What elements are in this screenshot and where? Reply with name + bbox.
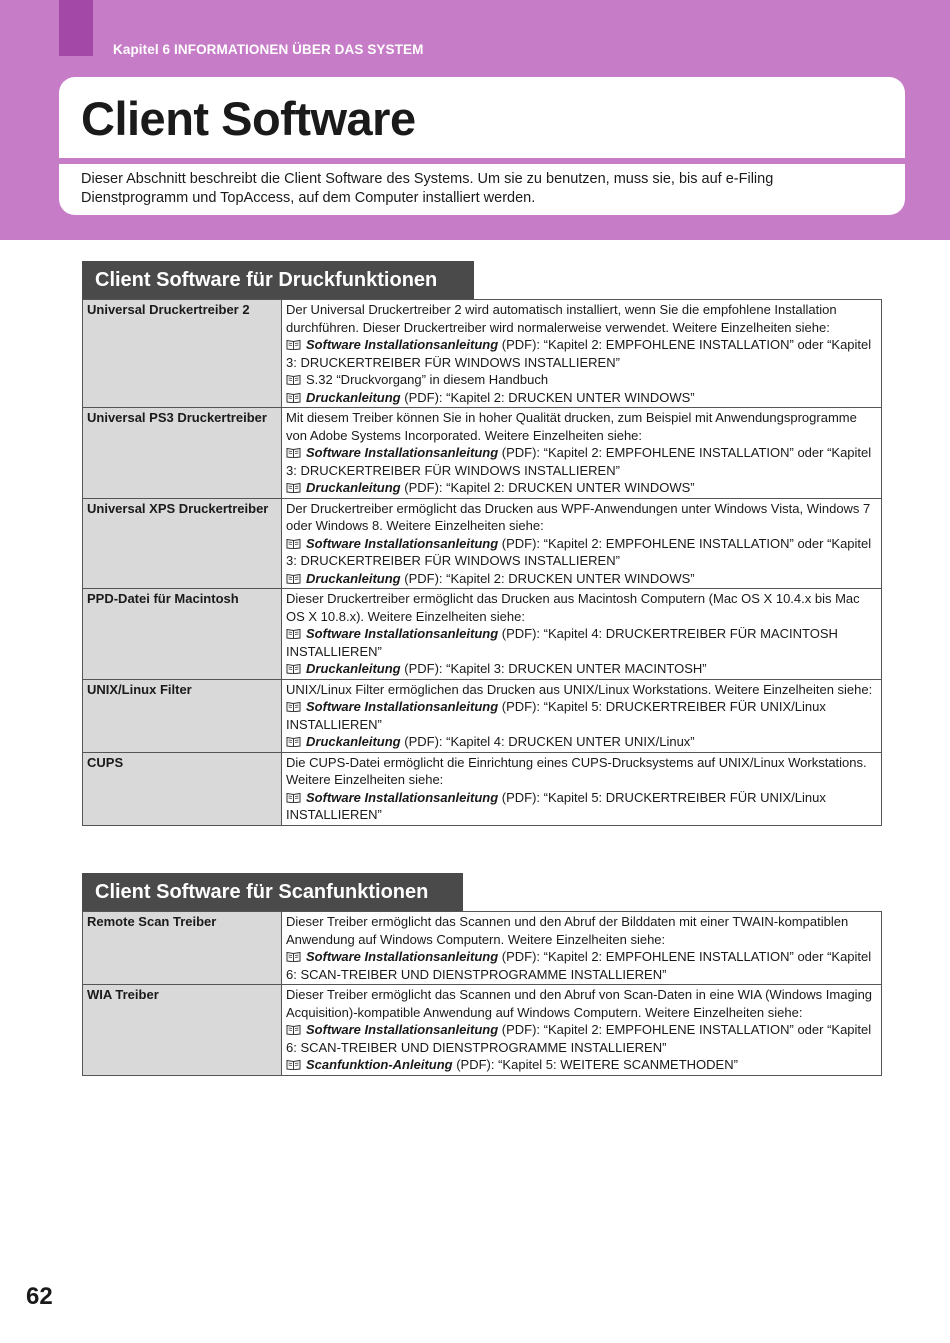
chapter-title: Kapitel 6 INFORMATIONEN ÜBER DAS SYSTEM [113,42,424,57]
reference-document: Software Installationsanleitung [306,535,499,551]
software-name: UNIX/Linux Filter [83,679,282,752]
reference-detail: (PDF): “Kapitel 2: EMPFOHLENE INSTALLATION” oder “Kapitel 3: DRUCKERTREIBER FÜR WINDOWS INSTALLIEREN” [286,445,872,478]
reference-line [286,444,877,479]
software-name: Remote Scan Treiber [83,912,282,985]
reference-detail: (PDF): “Kapitel 2: EMPFOHLENE INSTALLATION” oder “Kapitel 6: SCAN-TREIBER UND DIENSTPROGRAMME INSTALLIEREN” [286,1022,872,1055]
book-icon [286,447,301,458]
reference-detail: (PDF): “Kapitel 5: DRUCKERTREIBER FÜR UNIX/Linux INSTALLIEREN” [286,699,826,732]
reference-line [286,733,877,751]
reference-detail: (PDF): “Kapitel 2: DRUCKEN UNTER WINDOWS” [400,570,695,586]
software-description [282,985,882,1076]
reference-detail: (PDF): “Kapitel 2: EMPFOHLENE INSTALLATION” oder “Kapitel 3: DRUCKERTREIBER FÜR WINDOWS INSTALLIEREN” [286,337,872,370]
reference-line [286,570,877,588]
software-name: PPD-Datei für Macintosh [83,589,282,680]
book-icon [286,736,301,747]
description-text: Die CUPS-Datei ermöglicht die Einrichtung eines CUPS-Drucksystems auf UNIX/Linux Workstations. Weitere Einzelheiten siehe: [286,754,867,787]
reference-line [286,535,877,570]
reference-line [286,389,877,407]
table-row [83,679,882,752]
reference-detail: (PDF): “Kapitel 4: DRUCKERTREIBER FÜR MACINTOSH INSTALLIEREN” [286,626,838,659]
reference-detail: S.32 “Druckvorgang” in diesem Handbuch [306,372,549,387]
reference-document: Software Installationsanleitung [306,699,499,714]
reference-document: Software Installationsanleitung [306,1022,499,1037]
reference-line [286,479,877,497]
table-row [83,498,882,589]
book-icon [286,374,301,385]
table-row [83,589,882,680]
book-icon [286,538,301,549]
book-icon [286,628,301,639]
reference-detail: (PDF): “Kapitel 2: EMPFOHLENE INSTALLATION” oder “Kapitel 6: SCAN-TREIBER UND DIENSTPROGRAMME INSTALLIEREN” [286,949,872,982]
reference-detail: (PDF): “Kapitel 4: DRUCKEN UNTER UNIX/Linux” [400,734,695,749]
reference-document: Scanfunktion-Anleitung [306,1057,453,1072]
software-description [282,752,882,825]
reference-document: Software Installationsanleitung [306,949,499,964]
reference-document: Druckanleitung [306,480,401,495]
reference-line [286,789,877,824]
reference-document: Software Installationsanleitung [306,337,499,352]
reference-document: Druckanleitung [306,661,401,676]
print-software-table [82,299,882,826]
reference-detail: (PDF): “Kapitel 5: WEITERE SCANMETHODEN” [452,1057,738,1072]
intro-text: Dieser Abschnitt beschreibt die Client Software des Systems. Um sie zu benutzen, muss sie, bis auf e-Filing Dienstprogramm und TopAccess, auf dem Computer installiert werden. [81,171,774,206]
reference-detail: (PDF): “Kapitel 2: DRUCKEN UNTER WINDOWS” [400,480,695,495]
book-icon [286,1024,301,1035]
software-name: CUPS [83,752,282,825]
reference-line [286,698,877,733]
description-text: Der Universal Druckertreiber 2 wird automatisch installiert, wenn Sie die empfohlene Installation durchführen. Dieser Druckertreiber wird normalerweise verwendet. Weitere Einzelheiten siehe: [286,302,837,335]
description-text: Der Druckertreiber ermöglicht das Drucken aus WPF-Anwendungen unter Windows Vista, Windows 7 oder Windows 8. Weitere Einzelheiten siehe: [286,500,871,533]
section-title-scan: Client Software für Scanfunktionen [82,873,463,911]
table-row [83,408,882,499]
book-icon [286,663,301,674]
book-icon [286,339,301,350]
reference-document: Software Installationsanleitung [306,626,499,641]
page-title: Client Software [81,92,416,145]
reference-document: Druckanleitung [306,734,401,749]
software-name: WIA Treiber [83,985,282,1076]
reference-document: Software Installationsanleitung [306,445,499,460]
reference-line [286,1021,877,1056]
table-row [83,985,882,1076]
description-text: Dieser Treiber ermöglicht das Scannen und den Abruf der Bilddaten mit einer TWAIN-kompatiblen Anwendung auf Windows Computern. Weitere Einzelheiten siehe: [286,914,849,947]
software-name: Universal PS3 Druckertreiber [83,408,282,499]
reference-line [286,948,877,983]
table-row [83,752,882,825]
software-name: Universal XPS Druckertreiber [83,498,282,589]
reference-line [286,371,877,389]
book-icon [286,392,301,403]
scan-software-table [82,911,882,1076]
book-icon [286,792,301,803]
software-description [282,408,882,499]
book-icon [286,482,301,493]
reference-detail: (PDF): “Kapitel 3: DRUCKEN UNTER MACINTOSH” [400,661,707,676]
table-row [83,912,882,985]
reference-document: Software Installationsanleitung [306,789,499,805]
reference-line [286,336,877,371]
reference-detail: (PDF): “Kapitel 2: DRUCKEN UNTER WINDOWS” [400,389,695,405]
book-icon [286,1059,301,1070]
page-number: 62 [26,1283,53,1310]
reference-line [286,1056,877,1074]
software-name: Universal Druckertreiber 2 [83,300,282,408]
reference-document: Druckanleitung [306,570,401,586]
reference-line [286,660,877,678]
software-description [282,679,882,752]
title-card [59,77,905,215]
book-icon [286,573,301,584]
book-icon [286,701,301,712]
reference-detail: (PDF): “Kapitel 5: DRUCKERTREIBER FÜR UNIX/Linux INSTALLIEREN” [286,789,826,822]
book-icon [286,951,301,962]
chapter-tab [59,0,93,56]
software-description [282,300,882,408]
section-title-print: Client Software für Druckfunktionen [82,261,474,299]
description-text: Dieser Druckertreiber ermöglicht das Drucken aus Macintosh Computern (Mac OS X 10.4.x bis Mac OS X 10.8.x). Weitere Einzelheiten siehe: [286,591,860,624]
reference-document: Druckanleitung [306,389,401,405]
reference-detail: (PDF): “Kapitel 2: EMPFOHLENE INSTALLATION” oder “Kapitel 3: DRUCKERTREIBER FÜR WINDOWS INSTALLIEREN” [286,535,872,568]
reference-line [286,625,877,660]
description-text: UNIX/Linux Filter ermöglichen das Drucken aus UNIX/Linux Workstations. Weitere Einzelheiten siehe: [286,681,873,697]
table-row [83,300,882,408]
software-description [282,589,882,680]
description-text: Mit diesem Treiber können Sie in hoher Qualität drucken, zum Beispiel mit Anwendungsprogramme von Adobe Systems Incorporated. Weitere Einzelheiten siehe: [286,410,857,443]
software-description [282,498,882,589]
description-text: Dieser Treiber ermöglicht das Scannen und den Abruf von Scan-Daten in eine WIA (Windows Imaging Acquisition)-kompatible Anwendung auf Windows Computern. Weitere Einzelheiten siehe: [286,987,873,1020]
software-description [282,912,882,985]
title-divider [59,158,905,164]
